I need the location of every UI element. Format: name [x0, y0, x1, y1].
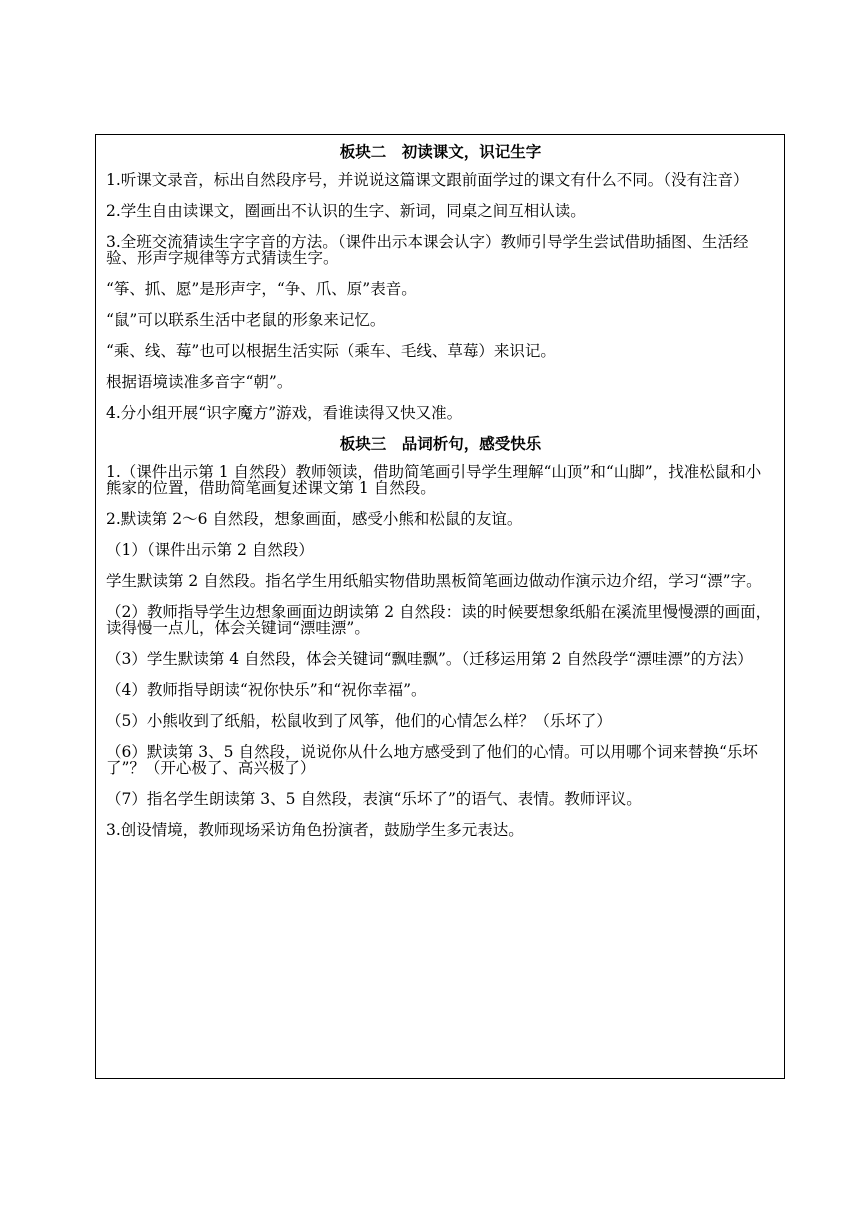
- section3-title: 板块三 品词析句，感受快乐: [339, 434, 542, 453]
- section2-item-2: 2.学生自由读课文，圈画出不认识的生字、新词，同桌之间互相认读。: [106, 202, 586, 220]
- section3-item-4: 学生默读第 2 自然段。指名学生用纸船实物借助黑板简笔画边做动作演示边介绍，学习“漂”字。: [106, 572, 762, 590]
- section3-item-10: （7）指名学生朗读第 3、5 自然段，表演“乐坏了”的语气、表情。教师评议。: [106, 790, 642, 808]
- section2-item-6: “乘、线、莓”也可以根据生活实际（乘车、毛线、草莓）来识记。: [106, 342, 556, 360]
- lesson-plan-table: [95, 134, 785, 1079]
- section2-item-7: 根据语境读准多音字“朝”。: [106, 373, 293, 391]
- section3-item-3: （1）（课件出示第 2 自然段）: [106, 541, 314, 559]
- section2-item-8: 4.分小组开展“识字魔方”游戏，看谁读得又快又准。: [106, 404, 463, 422]
- section2-title: 板块二 初读课文，识记生字: [339, 142, 542, 161]
- section2-item-1: 1.听课文录音，标出自然段序号，并说说这篇课文跟前面学过的课文有什么不同。（没有注音）: [106, 171, 749, 189]
- section2-item-4: “筝、抓、愿”是形声字，“争、爪、原”表音。: [106, 280, 417, 298]
- section2-item-3: 3.全班交流猜读生字字音的方法。（课件出示本课会认字）教师引导学生尝试借助插图、生活经验、形声字规律等方式猜读生字。: [106, 233, 749, 267]
- section3-item-11: 3.创设情境，教师现场采访角色扮演者，鼓励学生多元表达。: [106, 821, 524, 839]
- section2-item-5: “鼠”可以联系生活中老鼠的形象来记忆。: [106, 311, 386, 329]
- section3-item-1: 1.（课件出示第 1 自然段）教师领读，借助简笔画引导学生理解“山顶”和“山脚”，找准松鼠和小熊家的位置，借助简笔画复述课文第 1 自然段。: [106, 463, 762, 497]
- section3-item-2: 2.默读第 2～6 自然段，想象画面，感受小熊和松鼠的友谊。: [106, 510, 523, 528]
- section3-item-5: （2）教师指导学生边想象画面边朗读第 2 自然段：读的时候要想象纸船在溪流里慢慢漂的画面，读得慢一点儿，体会关键词“漂哇漂”。: [106, 603, 772, 637]
- section3-item-6: （3）学生默读第 4 自然段，体会关键词“飘哇飘”。（迁移运用第 2 自然段学“漂哇漂”的方法）: [106, 650, 753, 668]
- section3-item-7: （4）教师指导朗读“祝你快乐”和“祝你幸福”。: [106, 681, 427, 699]
- section3-item-8: （5）小熊收到了纸船，松鼠收到了风筝，他们的心情怎么样？（乐坏了）: [106, 712, 612, 730]
- section3-item-9: （6）默读第 3、5 自然段，说说你从什么地方感受到了他们的心情。可以用哪个词来替换“乐坏了”？（开心极了、高兴极了）: [106, 743, 758, 777]
